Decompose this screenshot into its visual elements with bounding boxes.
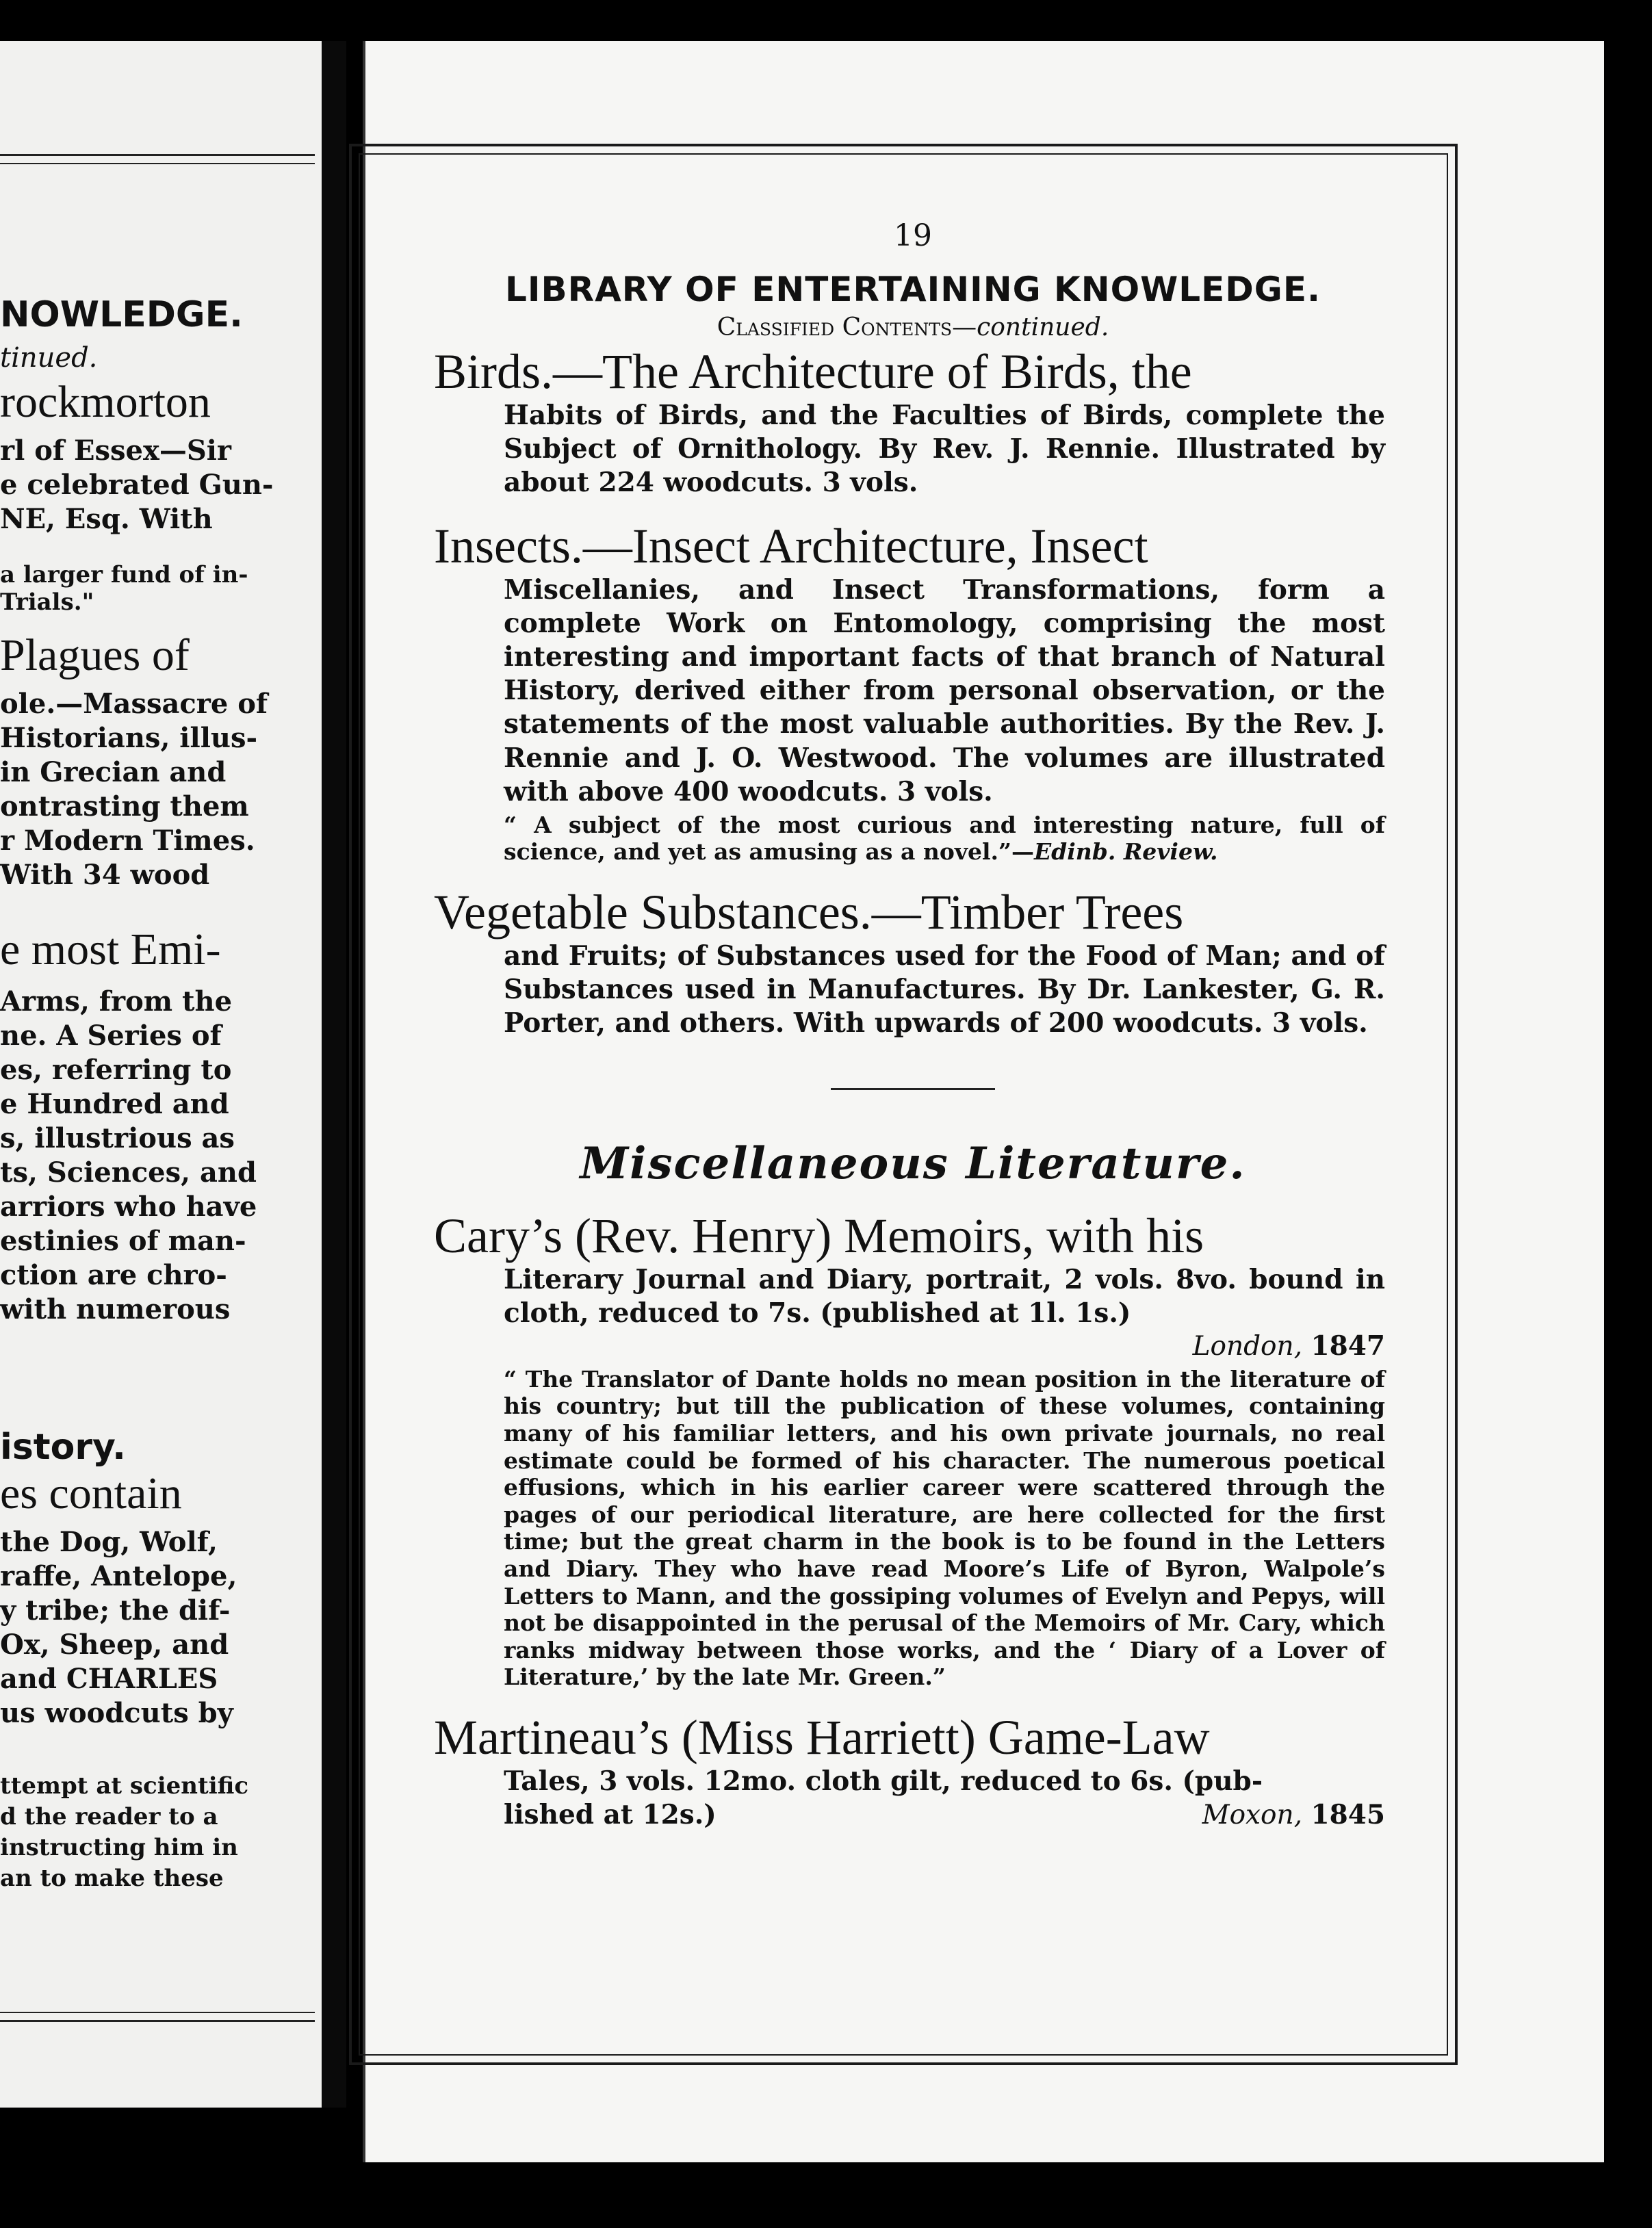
- entry-heading: Martineau’s (Miss Harriett) Game-Law: [434, 1709, 1210, 1765]
- entry-martineau: [434, 1709, 1385, 1832]
- publisher: London,: [1192, 1331, 1303, 1362]
- left-page-line: ole.—Massacre of: [0, 688, 268, 720]
- left-page-line: raffe, Antelope,: [0, 1560, 237, 1592]
- left-page-line: es contain: [0, 1468, 182, 1518]
- left-page-line: estinies of man-: [0, 1225, 246, 1257]
- left-page-line: e most Emi-: [0, 924, 221, 974]
- left-page-line: NOWLEDGE.: [0, 294, 243, 335]
- entry-vegetable: [434, 884, 1385, 1040]
- section-title: Miscellaneous Literature.: [580, 1138, 1246, 1190]
- publication-year: 1847: [1311, 1330, 1385, 1362]
- section-divider: [831, 1088, 995, 1090]
- entry-body: Literary Journal and Diary, portrait, 2 vols. 8vo. bound in cloth, reduced to 7s. (published at 1l. 1s.): [504, 1263, 1385, 1329]
- left-page-line: in Grecian and: [0, 756, 227, 788]
- entry-body: and Fruits; of Substances used for the Food of Man; and of Substances used in Manufactures. By Dr. Lankester, G. R. Porter, and others. With upwards of 200 woodcuts. 3 vols.: [504, 940, 1385, 1039]
- entry-body-line: lished at 12s.): [504, 1798, 717, 1830]
- contents-heading: [441, 313, 1385, 341]
- left-page-line: ne. A Series of: [0, 1020, 222, 1052]
- left-page-bottom-rule: [0, 2012, 315, 2022]
- contents-suffix: continued.: [977, 313, 1109, 341]
- entry-cary: [434, 1208, 1385, 1691]
- left-page-line: y tribe; the dif-: [0, 1594, 231, 1627]
- left-page-line: a larger fund of in-: [0, 561, 248, 588]
- left-page-line: Plagues of: [0, 630, 190, 680]
- left-page-line: s, illustrious as: [0, 1122, 235, 1154]
- library-title: LIBRARY OF ENTERTAINING KNOWLEDGE.: [505, 270, 1321, 309]
- left-page-line: and CHARLES: [0, 1663, 218, 1695]
- left-page-line: With 34 wood: [0, 859, 210, 891]
- publication-year: 1845: [1311, 1798, 1385, 1830]
- left-page-line: e celebrated Gun-: [0, 469, 274, 501]
- review-source: Edinb. Review.: [1034, 838, 1218, 866]
- left-page-line: e Hundred and: [0, 1088, 229, 1120]
- left-page-line: Ox, Sheep, and: [0, 1629, 229, 1661]
- left-page-line: Trials.": [0, 588, 94, 616]
- left-page-line: rockmorton: [0, 377, 211, 427]
- left-page-line: us woodcuts by: [0, 1697, 233, 1729]
- entry-insects: [434, 519, 1385, 866]
- left-page-line: tinued.: [0, 342, 98, 374]
- previous-page-fragment: [0, 41, 326, 2108]
- left-page-line: Historians, illus-: [0, 722, 258, 754]
- left-page-line: Arms, from the: [0, 985, 233, 1018]
- contents-prefix: Classified Contents—: [717, 313, 977, 341]
- left-page-line: the Dog, Wolf,: [0, 1526, 218, 1558]
- entry-heading: Insects.—Insect Architecture, Insect: [434, 519, 1148, 574]
- entry-heading: Vegetable Substances.—Timber Trees: [434, 884, 1184, 940]
- entry-body: [441, 1765, 1385, 1832]
- left-page-line: instructing him in: [0, 1834, 238, 1861]
- left-page-line: NE, Esq. With: [0, 503, 213, 535]
- entry-heading: Birds.—The Architecture of Birds, the: [434, 344, 1192, 399]
- review-quote-text: “ A subject of the most curious and interesting nature, full of science, and yet as amusing as a novel.”—: [504, 811, 1385, 866]
- page-number: 19: [894, 218, 932, 253]
- left-page-line: an to make these: [0, 1865, 224, 1892]
- page-frame: [349, 144, 1458, 2065]
- page-content: [434, 218, 1385, 1852]
- left-page-top-rule: [0, 154, 315, 164]
- publisher-line: [1202, 1798, 1385, 1832]
- left-page-line: ts, Sciences, and: [0, 1156, 257, 1189]
- book-gutter: [322, 41, 346, 2108]
- publisher-line: [441, 1330, 1385, 1363]
- entry-birds: [434, 344, 1385, 500]
- entry-heading: Cary’s (Rev. Henry) Memoirs, with his: [434, 1208, 1204, 1264]
- left-page-line: arriors who have: [0, 1191, 257, 1223]
- entry-body: Miscellanies, and Insect Transformations, form a complete Work on Entomology, comprising the most interesting and important facts of that branch of Natural History, derived either from personal observation, or the statements of the most valuable authorities. By the Rev. J. Rennie and J. O. Westwood. The volumes are illustrated with above 400 woodcuts. 3 vols.: [504, 573, 1385, 807]
- left-page-line: rl of Essex—Sir: [0, 435, 231, 467]
- left-page-line: istory.: [0, 1427, 126, 1468]
- left-page-line: r Modern Times.: [0, 825, 255, 857]
- left-page-line: ttempt at scientific: [0, 1772, 249, 1800]
- left-page-line: es, referring to: [0, 1054, 232, 1086]
- entry-body: Habits of Birds, and the Faculties of Birds, complete the Subject of Ornithology. By Rev. J. Rennie. Illustrated by about 224 woodcuts. 3 vols.: [504, 399, 1385, 498]
- review-quote: “ The Translator of Dante holds no mean position in the literature of his country; but till the publication of these volumes, containing many of his familiar letters, and his own private journals, no real estimate could be formed of his character. The numerous poetical effusions, which in his earlier career were scattered through the pages of our periodical literature, are here collected for the first time; but the great charm in the book is to be found in the Letters and Diary. They who have read Moore’s Life of Byron, Walpole’s Letters to Mann, and the gossiping volumes of Evelyn and Pepys, will not be disappointed in the perusal of the Memoirs of Mr. Cary, which ranks midway between those works, and the ‘ Diary of a Lover of Literature,’ by the late Mr. Green.”: [504, 1365, 1385, 1691]
- left-page-line: ontrasting them: [0, 790, 249, 822]
- left-page-line: ction are chro-: [0, 1259, 227, 1291]
- left-page-line: d the reader to a: [0, 1803, 218, 1830]
- entry-body-line: Tales, 3 vols. 12mo. cloth gilt, reduced to 6s. (pub-: [504, 1765, 1263, 1797]
- review-quote: [441, 812, 1385, 866]
- left-page-line: with numerous: [0, 1293, 231, 1325]
- publisher: Moxon,: [1202, 1799, 1303, 1830]
